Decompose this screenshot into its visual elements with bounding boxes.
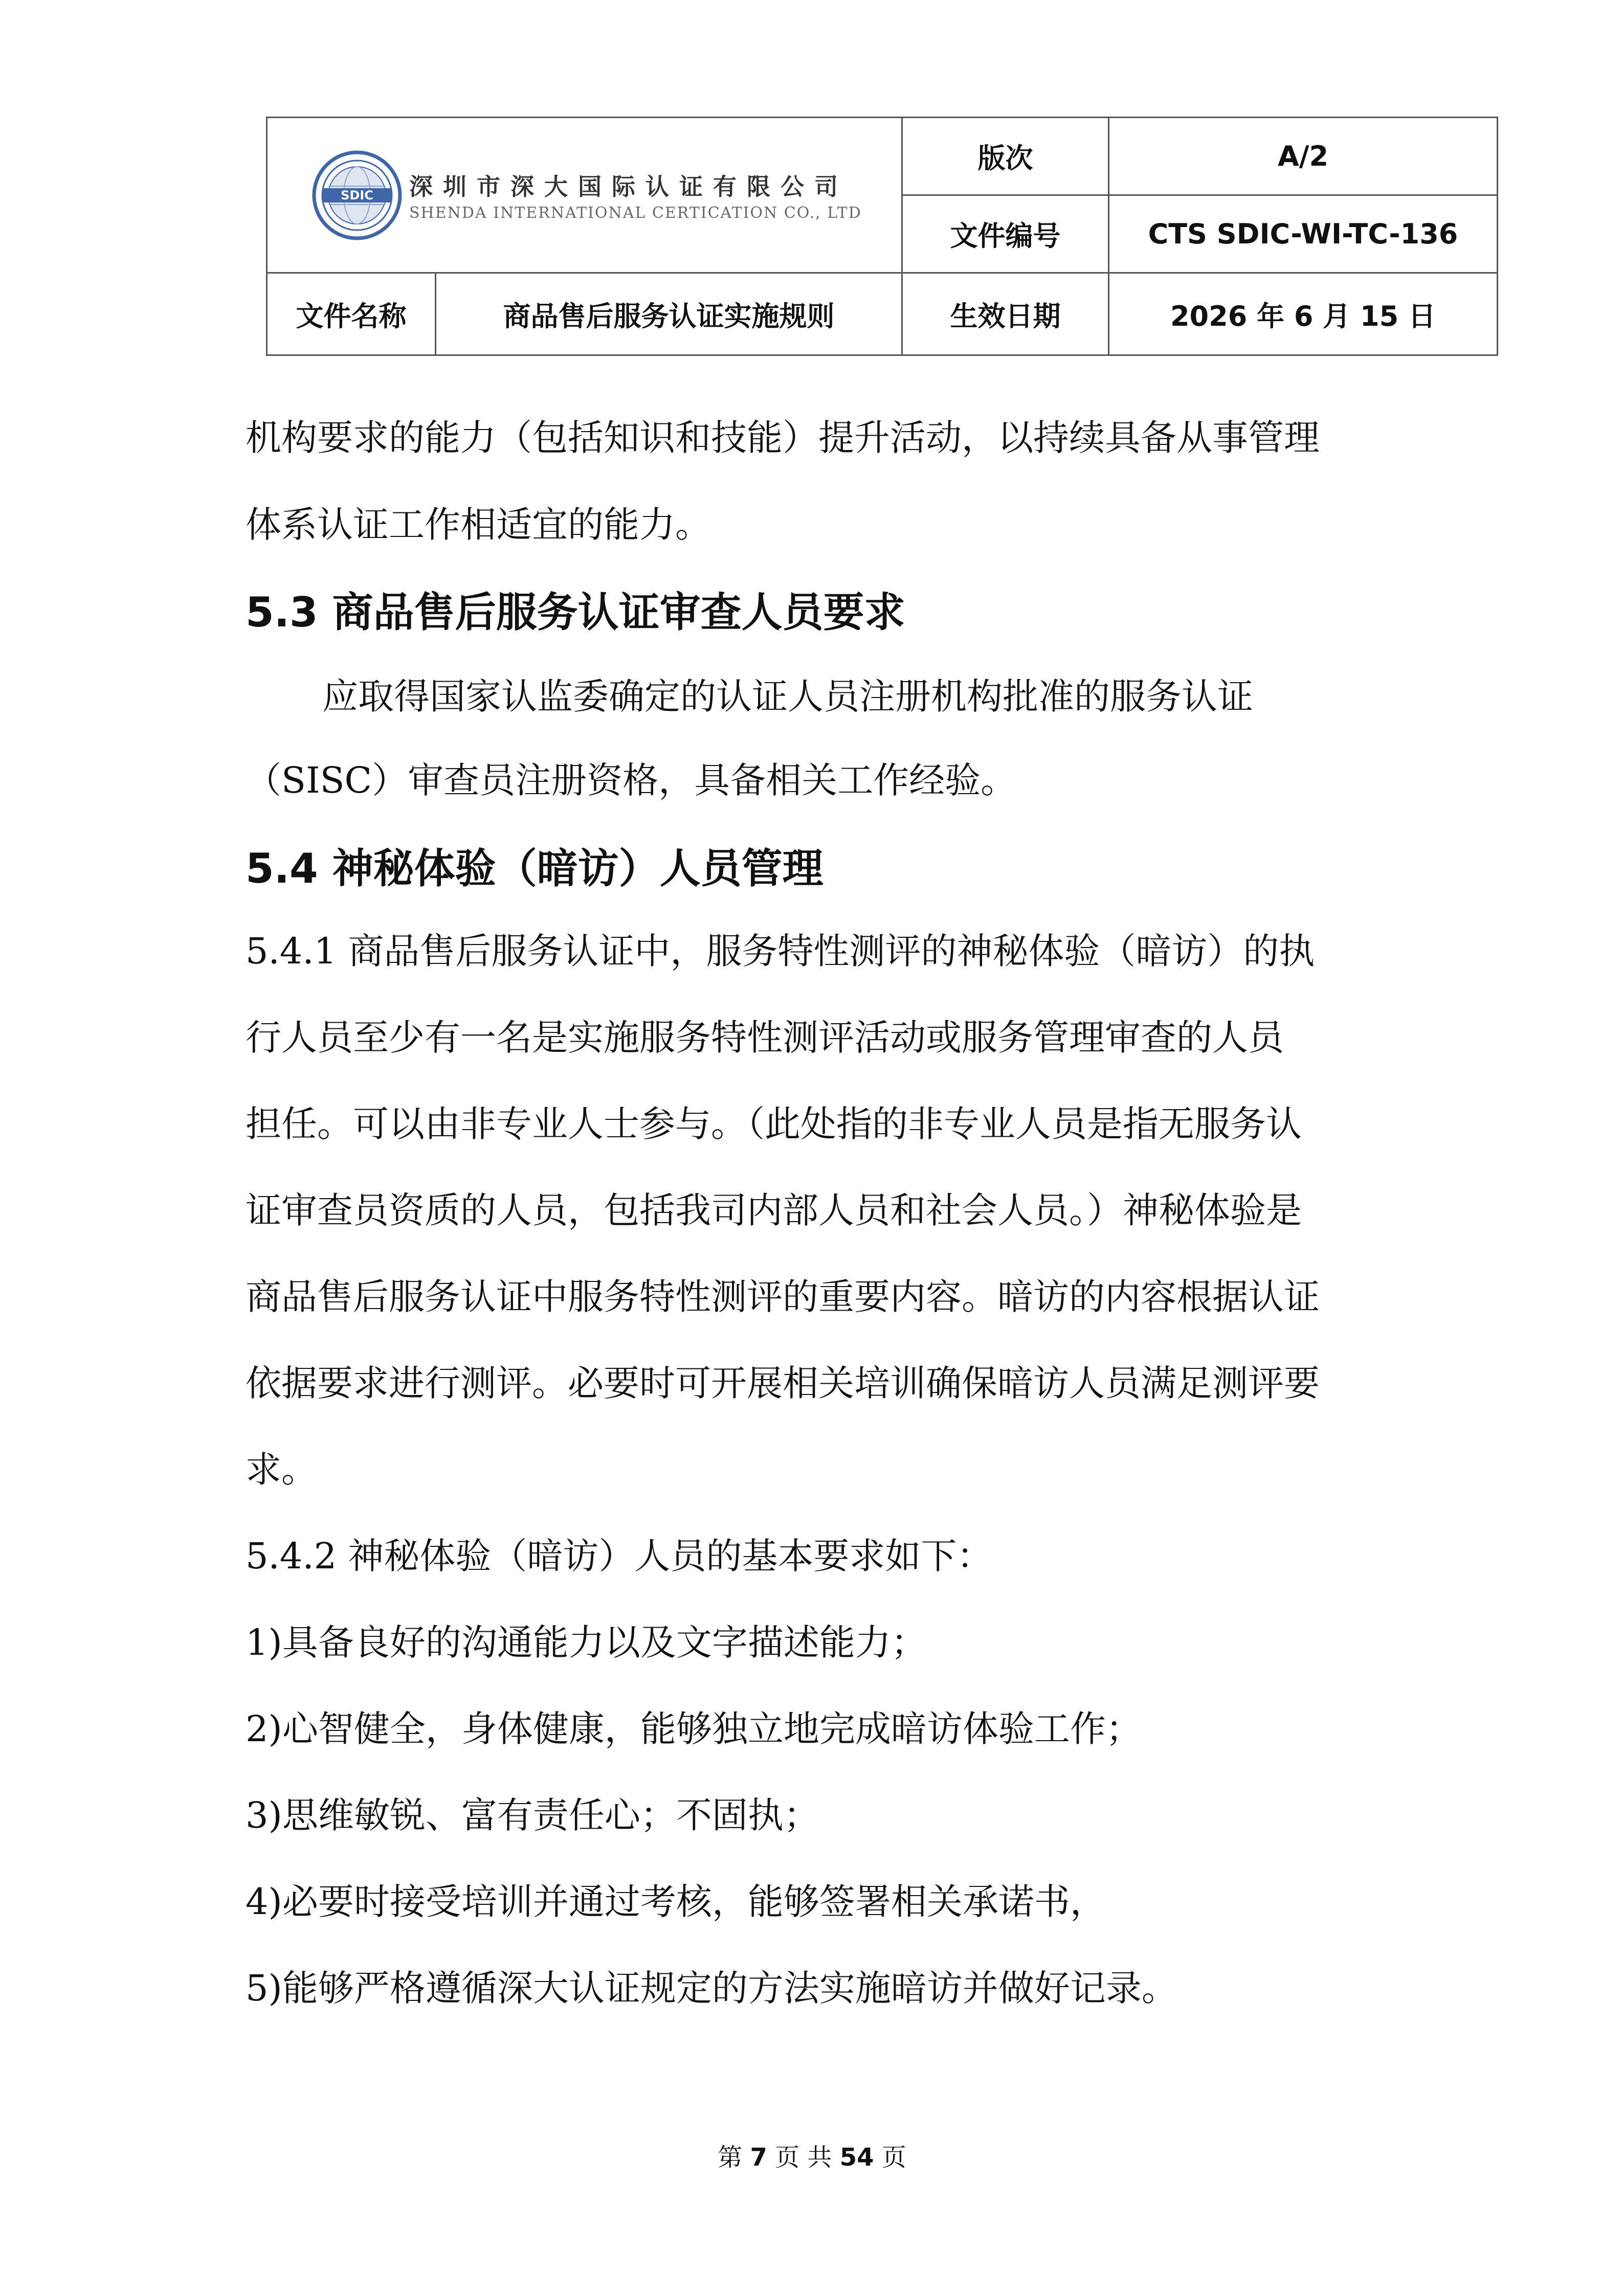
total-page-count: 54 (839, 2143, 874, 2172)
effective-date-value: 2026 年 6 月 15 日 (1109, 273, 1498, 355)
footer-suffix: 页 (881, 2143, 906, 2172)
effective-date-label: 生效日期 (902, 273, 1109, 355)
paragraph-line: 依据要求进行测评。必要时可开展相关培训确保暗访人员满足测评要 (246, 1362, 1320, 1404)
doc-number-label: 文件编号 (902, 195, 1109, 273)
footer-prefix: 第 (718, 2143, 743, 2172)
page-number-footer (0, 2137, 1624, 2173)
paragraph-line: 担任。可以由非专业人士参与。（此处指的非专业人员是指无服务认 (246, 1103, 1302, 1145)
paragraph-line: 5.4.1 商品售后服务认证中，服务特性测评的神秘体验（暗访）的执 (246, 930, 1315, 972)
seal-text: SDIC (341, 188, 373, 202)
paragraph-line: 5.4.2 神秘体验（暗访）人员的基本要求如下： (246, 1535, 993, 1577)
paragraph-line: 证审查员资质的人员，包括我司内部人员和社会人员。）神秘体验是 (246, 1189, 1302, 1231)
section-heading-5-4: 5.4 神秘体验（暗访）人员管理 (246, 845, 824, 892)
company-name-cn: 深圳市深大国际认证有限公司 (409, 173, 848, 200)
document-header-table (266, 117, 1498, 356)
paragraph-line: 应取得国家认监委确定的认证人员注册机构批准的服务认证 (322, 676, 1253, 717)
paragraph-line: 体系认证工作相适宜的能力。 (246, 504, 711, 546)
doc-name-value: 商品售后服务认证实施规则 (436, 273, 902, 355)
section-heading-5-3: 5.3 商品售后服务认证审查人员要求 (246, 589, 905, 636)
company-seal-icon (311, 149, 403, 241)
paragraph-line: 商品售后服务认证中服务特性测评的重要内容。暗访的内容根据认证 (246, 1276, 1320, 1318)
current-page-number: 7 (750, 2143, 767, 2172)
doc-name-label: 文件名称 (267, 273, 436, 355)
paragraph-line: （SISC）审查员注册资格，具备相关工作经验。 (246, 759, 1017, 801)
list-item: 4)必要时接受培训并通过考核，能够签署相关承诺书， (246, 1881, 1106, 1923)
paragraph-line: 行人员至少有一名是实施服务特性测评活动或服务管理审查的人员 (246, 1017, 1284, 1059)
version-value: A/2 (1109, 118, 1498, 195)
list-item: 2)心智健全，身体健康，能够独立地完成暗访体验工作； (246, 1708, 1142, 1750)
paragraph-line: 机构要求的能力（包括知识和技能）提升活动，以持续具备从事管理 (246, 417, 1320, 459)
company-logo-cell (267, 118, 902, 273)
footer-mid: 页 共 (775, 2143, 832, 2172)
list-item: 3)思维敏锐、富有责任心；不固执； (246, 1794, 819, 1836)
paragraph-line: 求。 (246, 1449, 317, 1491)
version-label: 版次 (902, 118, 1109, 195)
list-item: 1)具备良好的沟通能力以及文字描述能力； (246, 1622, 927, 1663)
doc-number-value: CTS SDIC-WI-TC-136 (1109, 195, 1498, 273)
company-name-en: SHENDA INTERNATIONAL CERTICATION CO., LTD (409, 204, 862, 222)
list-item: 5)能够严格遵循深大认证规定的方法实施暗访并做好记录。 (246, 1967, 1177, 2009)
